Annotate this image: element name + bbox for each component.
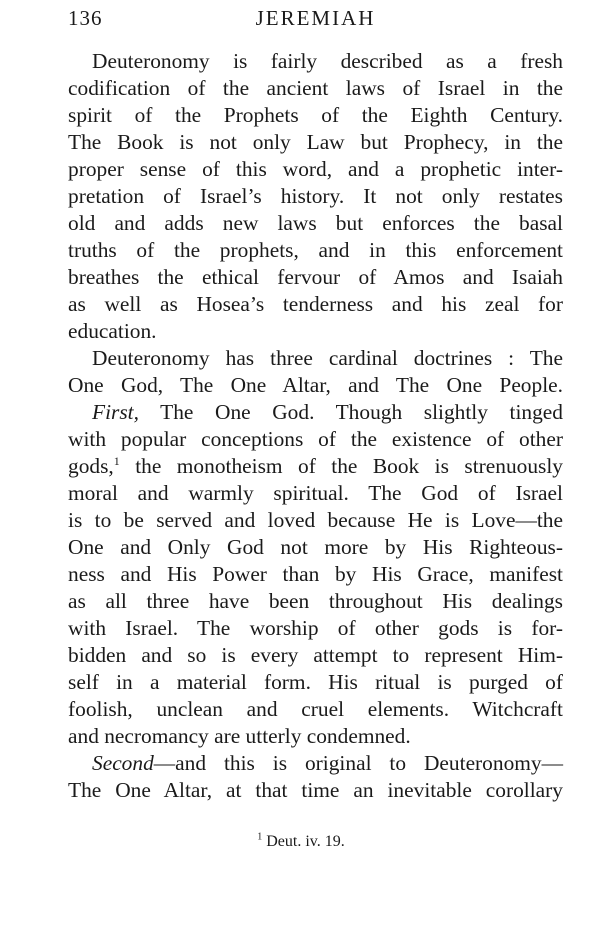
text-line: One and Only God not more by His Righteous- bbox=[68, 535, 563, 559]
text-line: as all three have been throughout His dealings bbox=[68, 589, 563, 613]
paragraph-lead: Second bbox=[92, 751, 154, 775]
text-line bbox=[68, 453, 563, 480]
text-line: The Book is not only Law but Prophecy, in the bbox=[68, 130, 563, 154]
text-line: foolish, unclean and cruel elements. Witchcraft bbox=[68, 697, 563, 721]
text-line bbox=[68, 399, 563, 426]
text-span: The One God. Though slightly tinged bbox=[138, 400, 563, 424]
text-line: old and adds new laws but enforces the basal bbox=[68, 211, 563, 235]
text-line: is to be served and loved because He is Love—the bbox=[68, 508, 563, 532]
text-line: breathes the ethical fervour of Amos and Isaiah bbox=[68, 265, 563, 289]
paragraph-lead: First, bbox=[92, 400, 139, 424]
text-line: ness and His Power than by His Grace, manifest bbox=[68, 562, 563, 586]
page-header bbox=[68, 6, 563, 34]
running-head: JEREMIAH bbox=[255, 6, 376, 30]
text-line: bidden and so is every attempt to represent Him- bbox=[68, 643, 563, 667]
paragraph-2 bbox=[68, 345, 563, 399]
text-line: Deuteronomy has three cardinal doctrines : The bbox=[92, 346, 563, 370]
text-line bbox=[68, 750, 563, 777]
text-line: spirit of the Prophets of the Eighth Century. bbox=[68, 103, 563, 127]
text-line: with Israel. The worship of other gods is for- bbox=[68, 616, 563, 640]
footnote bbox=[0, 833, 602, 851]
paragraph-4 bbox=[68, 750, 563, 804]
text-line: proper sense of this word, and a prophetic inter- bbox=[68, 157, 563, 181]
paragraph-1 bbox=[68, 48, 563, 345]
text-span: gods, bbox=[68, 454, 114, 478]
text-span: —and this is original to Deuteronomy— bbox=[153, 751, 563, 775]
text-line: pretation of Israel’s history. It not only restates bbox=[68, 184, 563, 208]
text-line: truths of the prophets, and in this enforcement bbox=[68, 238, 563, 262]
body-text bbox=[68, 48, 563, 804]
footnote-marker: 1 bbox=[257, 831, 263, 843]
text-span: the monotheism of the Book is strenuously bbox=[119, 454, 563, 478]
footnote-reference: 1 bbox=[113, 453, 120, 468]
text-line: The One Altar, at that time an inevitable corollary bbox=[68, 778, 563, 802]
text-line: education. bbox=[68, 319, 157, 343]
footnote-text: Deut. iv. 19. bbox=[262, 833, 345, 850]
text-line: self in a material form. His ritual is purged of bbox=[68, 670, 563, 694]
text-line: and necromancy are utterly condemned. bbox=[68, 724, 411, 748]
text-line: moral and warmly spiritual. The God of Israel bbox=[68, 481, 563, 505]
text-line: Deuteronomy is fairly described as a fresh bbox=[92, 49, 563, 73]
text-line: codification of the ancient laws of Israel in the bbox=[68, 76, 563, 100]
text-line: with popular conceptions of the existence of other bbox=[68, 427, 563, 451]
paragraph-3 bbox=[68, 399, 563, 750]
text-line: One God, The One Altar, and The One People. bbox=[68, 373, 563, 397]
text-line: as well as Hosea’s tenderness and his zeal for bbox=[68, 292, 563, 316]
page-number: 136 bbox=[68, 6, 103, 30]
